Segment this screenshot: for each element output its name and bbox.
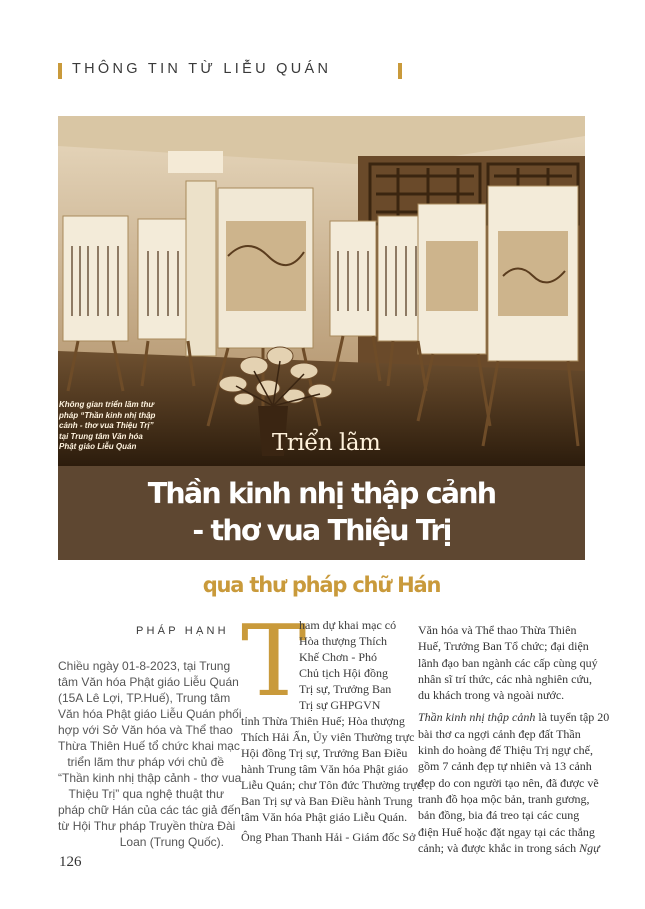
article-intro	[58, 658, 242, 850]
body-line: gồm 7 cảnh đẹp tự nhiên và 13 cảnh	[418, 759, 592, 774]
body-text: là tuyển tập 20	[535, 710, 610, 725]
photo-caption	[59, 400, 179, 453]
drop-cap: T	[241, 605, 307, 719]
body-line: điện Huế hoặc đặt ngay tại các thắng	[418, 824, 595, 839]
caption-line: Không gian triển lãm thư	[59, 400, 155, 409]
section-header	[58, 61, 418, 83]
column-3	[418, 622, 610, 856]
body-line: Hòa thượng Thích	[299, 634, 387, 648]
header-bar-left	[58, 63, 62, 79]
body-line	[418, 840, 600, 856]
body-line: tỉnh Thừa Thiên Huế; Hòa thượng	[241, 714, 405, 728]
intro-line: pháp chữ Hán của các tác giả đến	[58, 803, 241, 817]
body-text: cảnh; và được khắc in trong sách	[418, 840, 580, 855]
body-line: tranh đồ họa mộc bản, tranh gương,	[418, 791, 590, 806]
page-number: 126	[59, 854, 82, 870]
intro-line: từ Hội Thư pháp Truyền thừa Đài	[58, 819, 236, 833]
body-line: Văn hóa và Thể thao Thừa Thiên	[418, 623, 577, 637]
intro-line: hợp với Sở Văn hóa và Thể thao	[58, 723, 233, 737]
article-subtitle: qua thư pháp chữ Hán	[202, 573, 441, 597]
intro-line: Thừa Thiên Huế tổ chức khai mạc	[58, 739, 240, 753]
intro-line: Loan (Trung Quốc).	[119, 835, 224, 849]
caption-line: Phật giáo Liễu Quán	[59, 442, 137, 451]
body-line: Chủ tịch Hội đồng	[299, 666, 388, 680]
body-line	[418, 709, 610, 725]
caption-line: tại Trung tâm Văn hóa	[59, 431, 143, 441]
article-title-line-2: - thơ vua Thiệu Trị	[192, 514, 451, 547]
body-line: ham dự khai mạc có	[299, 618, 397, 632]
body-line: Trị sự, Trưởng Ban	[299, 682, 392, 696]
body-line: kinh do hoàng đế Thiệu Trị ngự chế,	[418, 743, 593, 758]
body-line: Ông Phan Thanh Hải - Giám đốc Sở	[241, 830, 416, 844]
body-line: Hội đồng Trị sự, Trưởng Ban Điều	[241, 746, 408, 760]
article-title-line-1: Thần kinh nhị thập cảnh	[147, 477, 496, 510]
body-line: hành Trung tâm Văn hóa Phật giáo	[241, 762, 409, 776]
body-line: Ban Trị sự và Ban Điều hành Trung	[241, 794, 413, 808]
body-line: lãnh đạo ban ngành các cấp cùng quý	[418, 655, 598, 670]
intro-line: Thiệu Trị” qua nghệ thuật thư	[68, 787, 224, 801]
intro-line: “Thần kinh nhị thập cảnh - thơ vua	[58, 771, 242, 785]
header-bar-right	[398, 63, 402, 79]
body-line: Thích Hải Ấn, Ủy viên Thường trực	[241, 730, 415, 744]
body-line: nhân sĩ trí thức, các nhà nghiên cứu,	[418, 671, 592, 686]
body-line: bản đồng, bia đá treo tại các cung	[418, 808, 580, 823]
body-line: bài thơ ca ngợi cảnh đẹp đất Thần	[418, 726, 581, 741]
body-line: Huế, Trưởng Ban Tổ chức; đại diện	[418, 639, 589, 654]
article-kicker: Triển lãm	[272, 430, 381, 456]
body-line: Khế Chơn - Phó	[299, 650, 378, 664]
section-title: THÔNG TIN TỪ LIỄU QUÁN	[72, 61, 332, 77]
body-line: du khách trong và ngoài nước.	[418, 688, 565, 703]
author-byline: PHÁP HẠNH	[136, 625, 229, 637]
body-line: đẹp do con người tạo nên, đã được vẽ	[418, 775, 599, 790]
intro-line: tâm Văn hóa Phật giáo Liễu Quán	[58, 675, 239, 689]
intro-line: (15A Lê Lợi, TP.Huế), Trung tâm	[58, 691, 231, 705]
body-line: Trị sự GHPGVN	[299, 698, 381, 712]
book-title-italic: Ngự	[579, 840, 600, 855]
body-line: Liễu Quán; chư Tôn đức Thường trực	[241, 778, 423, 792]
intro-line: triển lãm thư pháp với chủ đề	[67, 755, 224, 769]
book-title-italic: Thần kinh nhị thập cảnh	[418, 710, 536, 725]
caption-line: cảnh - thơ vua Thiệu Trị”	[59, 421, 154, 430]
caption-line: pháp “Thần kinh nhị thập	[59, 410, 156, 420]
intro-line: Chiều ngày 01-8-2023, tại Trung	[58, 659, 231, 673]
intro-line: Văn hóa Phật giáo Liễu Quán phối	[58, 707, 242, 721]
body-line: tâm Văn hóa Phật giáo Liễu Quán.	[241, 810, 408, 824]
